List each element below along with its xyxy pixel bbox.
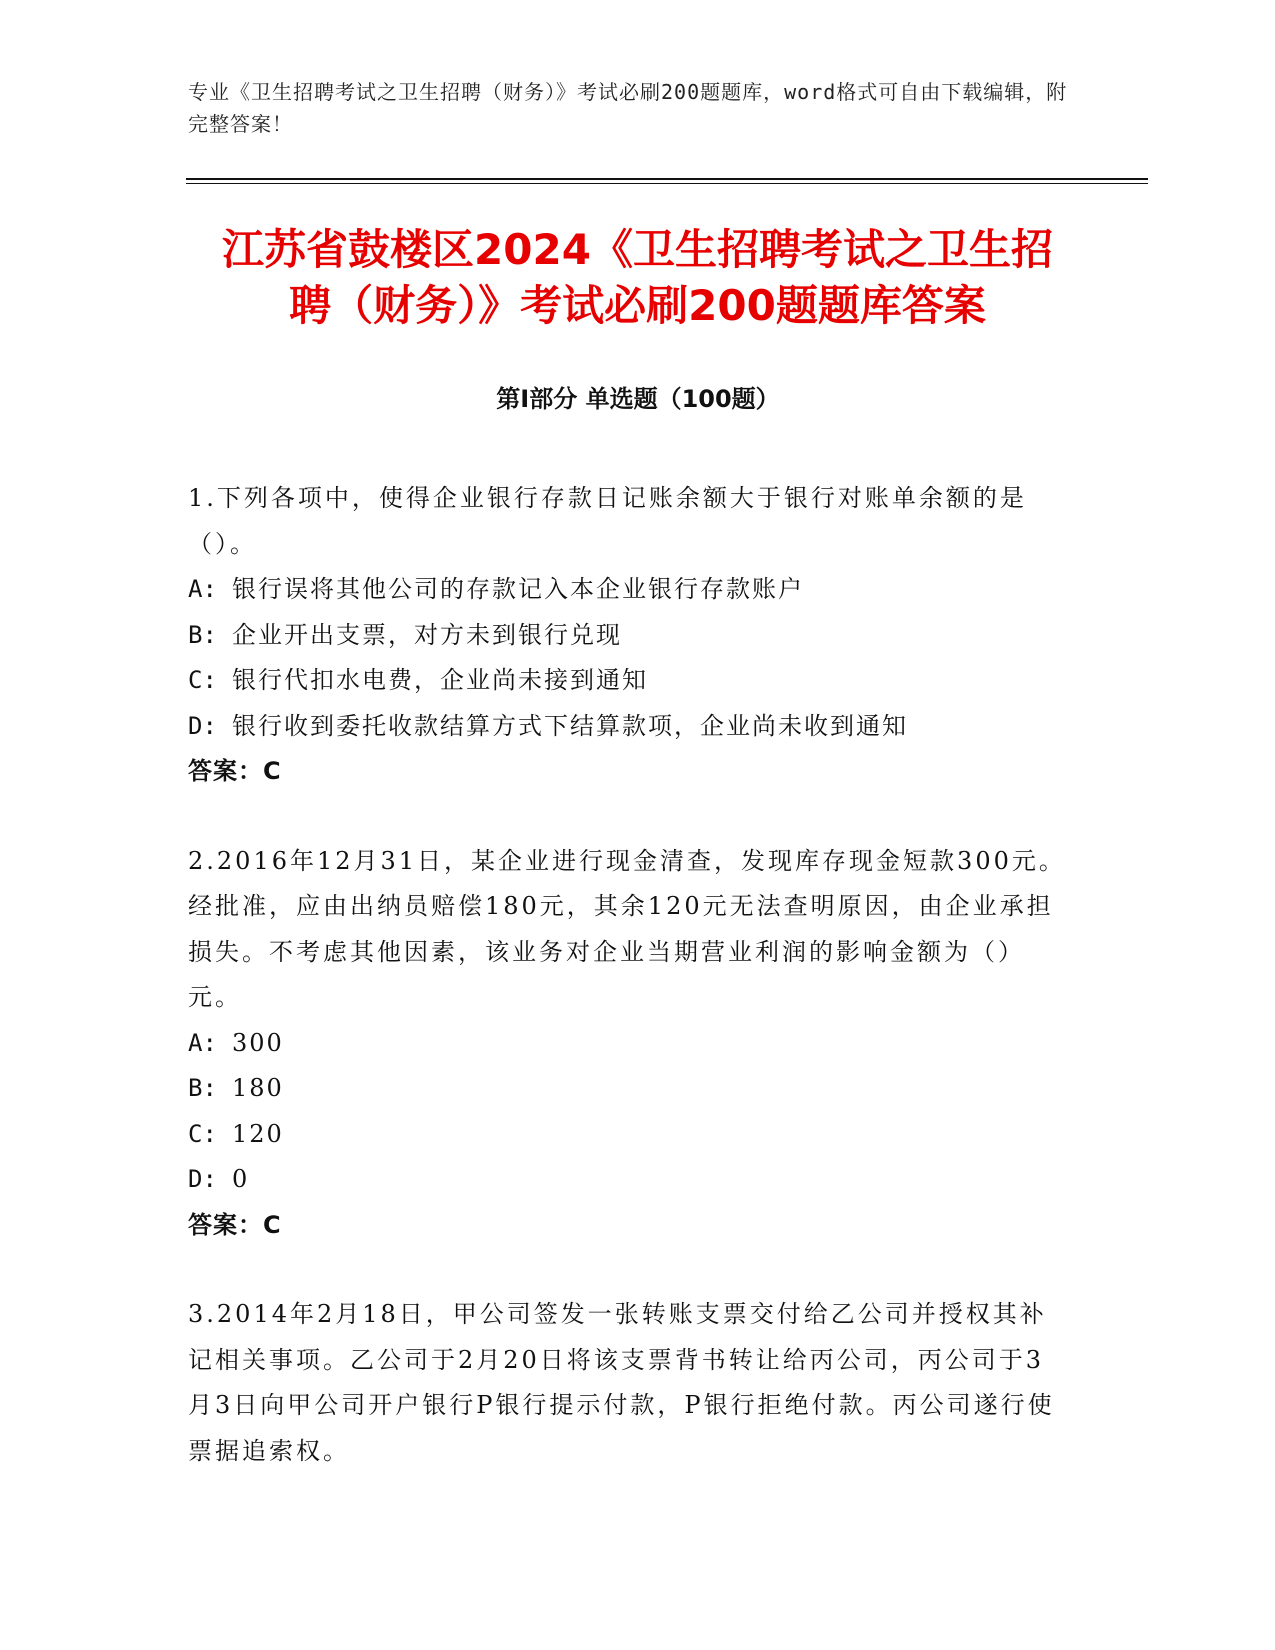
option-c <box>188 658 1068 704</box>
option-text: 120 <box>232 1119 284 1148</box>
option-letter: B: <box>188 1074 217 1102</box>
option-text: 银行误将其他公司的存款记入本企业银行存款账户 <box>232 575 804 603</box>
option-b <box>188 613 1068 659</box>
option-text: 0 <box>232 1165 250 1193</box>
question-stem: 3.2014年2月18日，甲公司签发一张转账支票交付给乙公司并授权其补记相关事项。乙公司于2月20日将该支票背书转让给丙公司，丙公司于3月3日向甲公司开户银行P银行提示付款，P银行拒绝付款。丙公司遂行使票据追索权。 <box>188 1300 1055 1465</box>
header-divider-thin <box>186 183 1148 184</box>
option-text: 银行收到委托收款结算方式下结算款项，企业尚未收到通知 <box>232 711 908 740</box>
option-text: 180 <box>232 1074 284 1102</box>
question-1 <box>188 476 1068 795</box>
option-letter: B: <box>188 620 217 649</box>
option-letter: C: <box>188 666 217 694</box>
document-title-line-1: 江苏省鼓楼区2024《卫生招聘考试之卫生招 <box>222 225 1053 274</box>
header-divider-thick <box>186 178 1148 180</box>
option-a <box>188 567 1068 613</box>
question-list <box>188 476 1068 1518</box>
document-title <box>150 222 1125 334</box>
option-b <box>188 1066 1068 1112</box>
option-letter: D: <box>188 711 217 740</box>
option-letter: A: <box>188 575 217 603</box>
option-text: 银行代扣水电费，企业尚未接到通知 <box>232 666 648 694</box>
option-c <box>188 1112 1068 1158</box>
option-text: 300 <box>232 1028 284 1057</box>
question-2 <box>188 839 1068 1249</box>
section-title: 第Ⅰ部分 单选题（100题） <box>496 385 780 413</box>
option-letter: A: <box>188 1028 217 1057</box>
option-letter: D: <box>188 1165 217 1193</box>
answer: 答案：C <box>188 1210 282 1239</box>
question-3 <box>188 1292 1068 1474</box>
document-title-line-2: 聘（财务）》考试必刷200题题库答案 <box>289 281 986 330</box>
answer: 答案：C <box>188 757 282 785</box>
option-letter: C: <box>188 1119 217 1148</box>
option-text: 企业开出支票，对方未到银行兑现 <box>232 620 622 649</box>
question-stem: 1.下列各项中，使得企业银行存款日记账余额大于银行对账单余额的是（）。 <box>188 484 1027 558</box>
option-d <box>188 1157 1068 1203</box>
option-d <box>188 704 1068 750</box>
question-stem: 2.2016年12月31日，某企业进行现金清查，发现库存现金短款300元。经批准，应由出纳员赔偿180元，其余120元无法查明原因，由企业承担损失。不考虑其他因素，该业务对企业当期营业利润的影响金额为（）元。 <box>188 846 1066 1011</box>
header-note: 专业《卫生招聘考试之卫生招聘（财务）》考试必刷200题题库，word格式可自由下载编辑，附完整答案！ <box>188 80 1068 136</box>
option-a <box>188 1021 1068 1067</box>
